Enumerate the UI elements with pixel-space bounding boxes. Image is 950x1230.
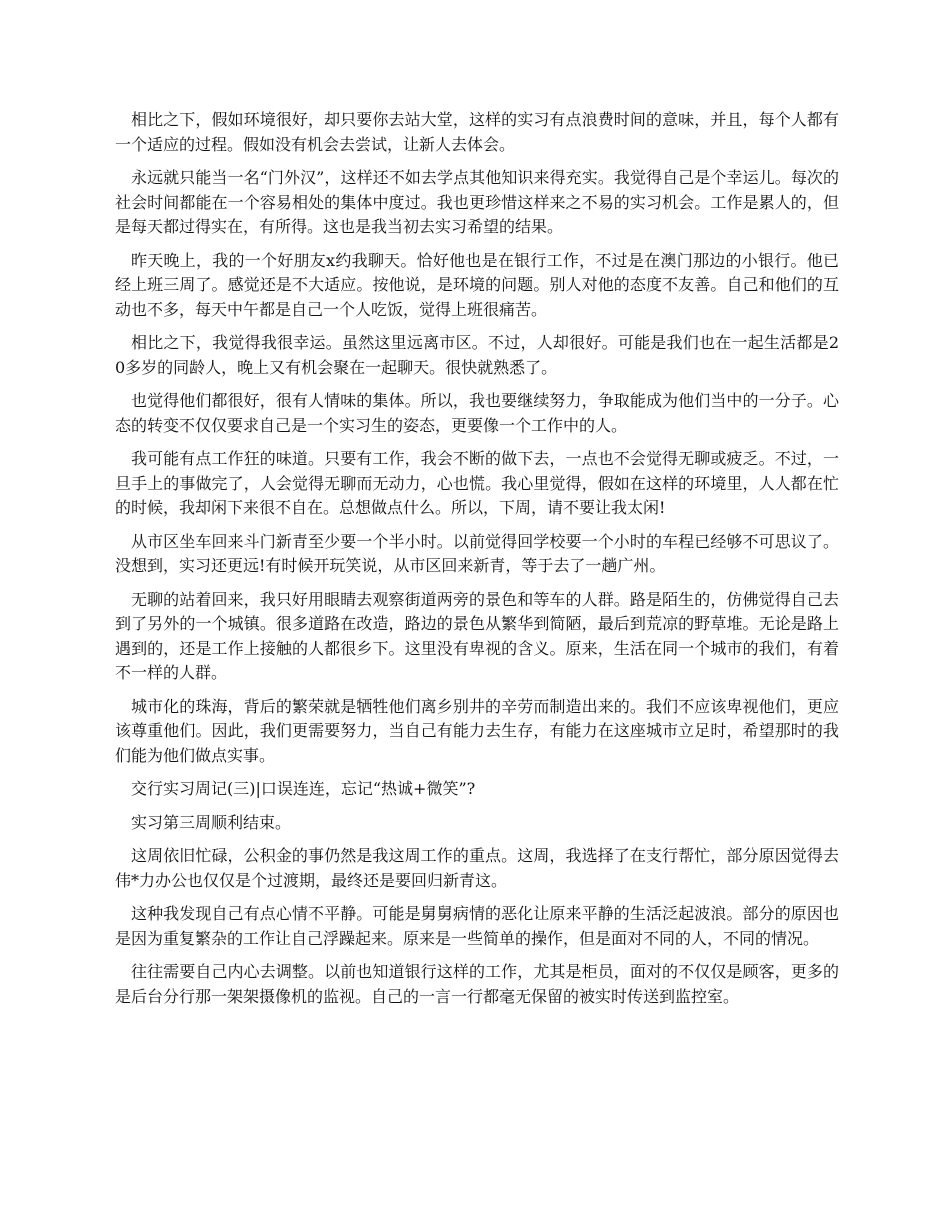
paragraph: 相比之下，我觉得我很幸运。虽然这里远离市区。不过，人却很好。可能是我们也在一起生活都是20多岁的同龄人，晚上又有机会聚在一起聊天。很快就熟悉了。 (115, 333, 839, 377)
section-heading: 交行实习周记(三)|口误连连，忘记“热诚+微笑”? (131, 779, 476, 798)
paragraph: 城市化的珠海，背后的繁荣就是牺牲他们离乡别井的辛劳而制造出来的。我们不应该卑视他们，更应该尊重他们。因此，我们更需要努力，当自己有能力去生存，有能力在这座城市立足时，希望那时的我们能为他们做点实事。 (115, 696, 839, 765)
paragraph: 相比之下，假如环境很好，却只要你去站大堂，这样的实习有点浪费时间的意味，并且，每个人都有一个适应的过程。假如没有机会去尝试，让新人去体会。 (115, 110, 839, 154)
paragraph: 这周依旧忙碌，公积金的事仍然是我这周工作的重点。这周，我选择了在支行帮忙，部分原因觉得去伟*力办公也仅仅是个过渡期，最终还是要回归新青这。 (115, 846, 839, 890)
paragraph: 也觉得他们都很好，很有人情味的集体。所以，我也要继续努力，争取能成为他们当中的一分子。心态的转变不仅仅要求自己是一个实习生的姿态，更要像一个工作中的人。 (115, 391, 839, 435)
paragraph: 实习第三周顺利结束。 (131, 812, 292, 832)
paragraph: 永远就只能当一名“门外汉”，这样还不如去学点其他知识来得充实。我觉得自己是个幸运儿。每次的社会时间都能在一个容易相处的集体中度过。我也更珍惜这样来之不易的实习机会。工作是累人的，但是每天都过得实在，有所得。这也是我当初去实习希望的结果。 (115, 168, 839, 236)
paragraph: 从市区坐车回来斗门新青至少要一个半小时。以前觉得回学校要一个小时的车程已经够不可思议了。没想到，实习还更远!有时候开玩笑说，从市区回来新青，等于去了一趟广州。 (115, 531, 839, 575)
paragraph: 我可能有点工作狂的味道。只要有工作，我会不断的做下去，一点也不会觉得无聊或疲乏。不过，一旦手上的事做完了，人会觉得无聊而无动力，心也慌。我心里觉得，假如在这样的环境里，人人都在忙的时候，我却闲下来很不自在。总想做点什么。所以，下周，请不要让我太闲! (115, 449, 839, 517)
paragraph: 这种我发现自己有点心情不平静。可能是舅舅病情的恶化让原来平静的生活泛起波浪。部分的原因也是因为重复繁杂的工作让自己浮躁起来。原来是一些简单的操作，但是面对不同的人，不同的情况。 (115, 904, 839, 948)
paragraph: 往往需要自己内心去调整。以前也知道银行这样的工作，尤其是柜员，面对的不仅仅是顾客，更多的是后台分行那一架架摄像机的监视。自己的一言一行都毫无保留的被实时传送到监控室。 (115, 962, 839, 1006)
document-body (115, 108, 839, 1018)
paragraph: 昨天晚上，我的一个好朋友x约我聊天。恰好他也是在银行工作，不过是在澳门那边的小银行。他已经上班三周了。感觉还是不大适应。按他说，是环境的问题。别人对他的态度不友善。自己和他们的互动也不多，每天中午都是自己一个人吃饭，觉得上班很痛苦。 (115, 250, 839, 319)
paragraph: 无聊的站着回来，我只好用眼睛去观察街道两旁的景色和等车的人群。路是陌生的，仿佛觉得自己去到了另外的一个城镇。很多道路在改造，路边的景色从繁华到简陋，最后到荒凉的野草堆。无论是路上遇到的，还是工作上接触的人都很乡下。这里没有卑视的含义。原来，生活在同一个城市的我们，有着不一样的人群。 (115, 589, 839, 682)
